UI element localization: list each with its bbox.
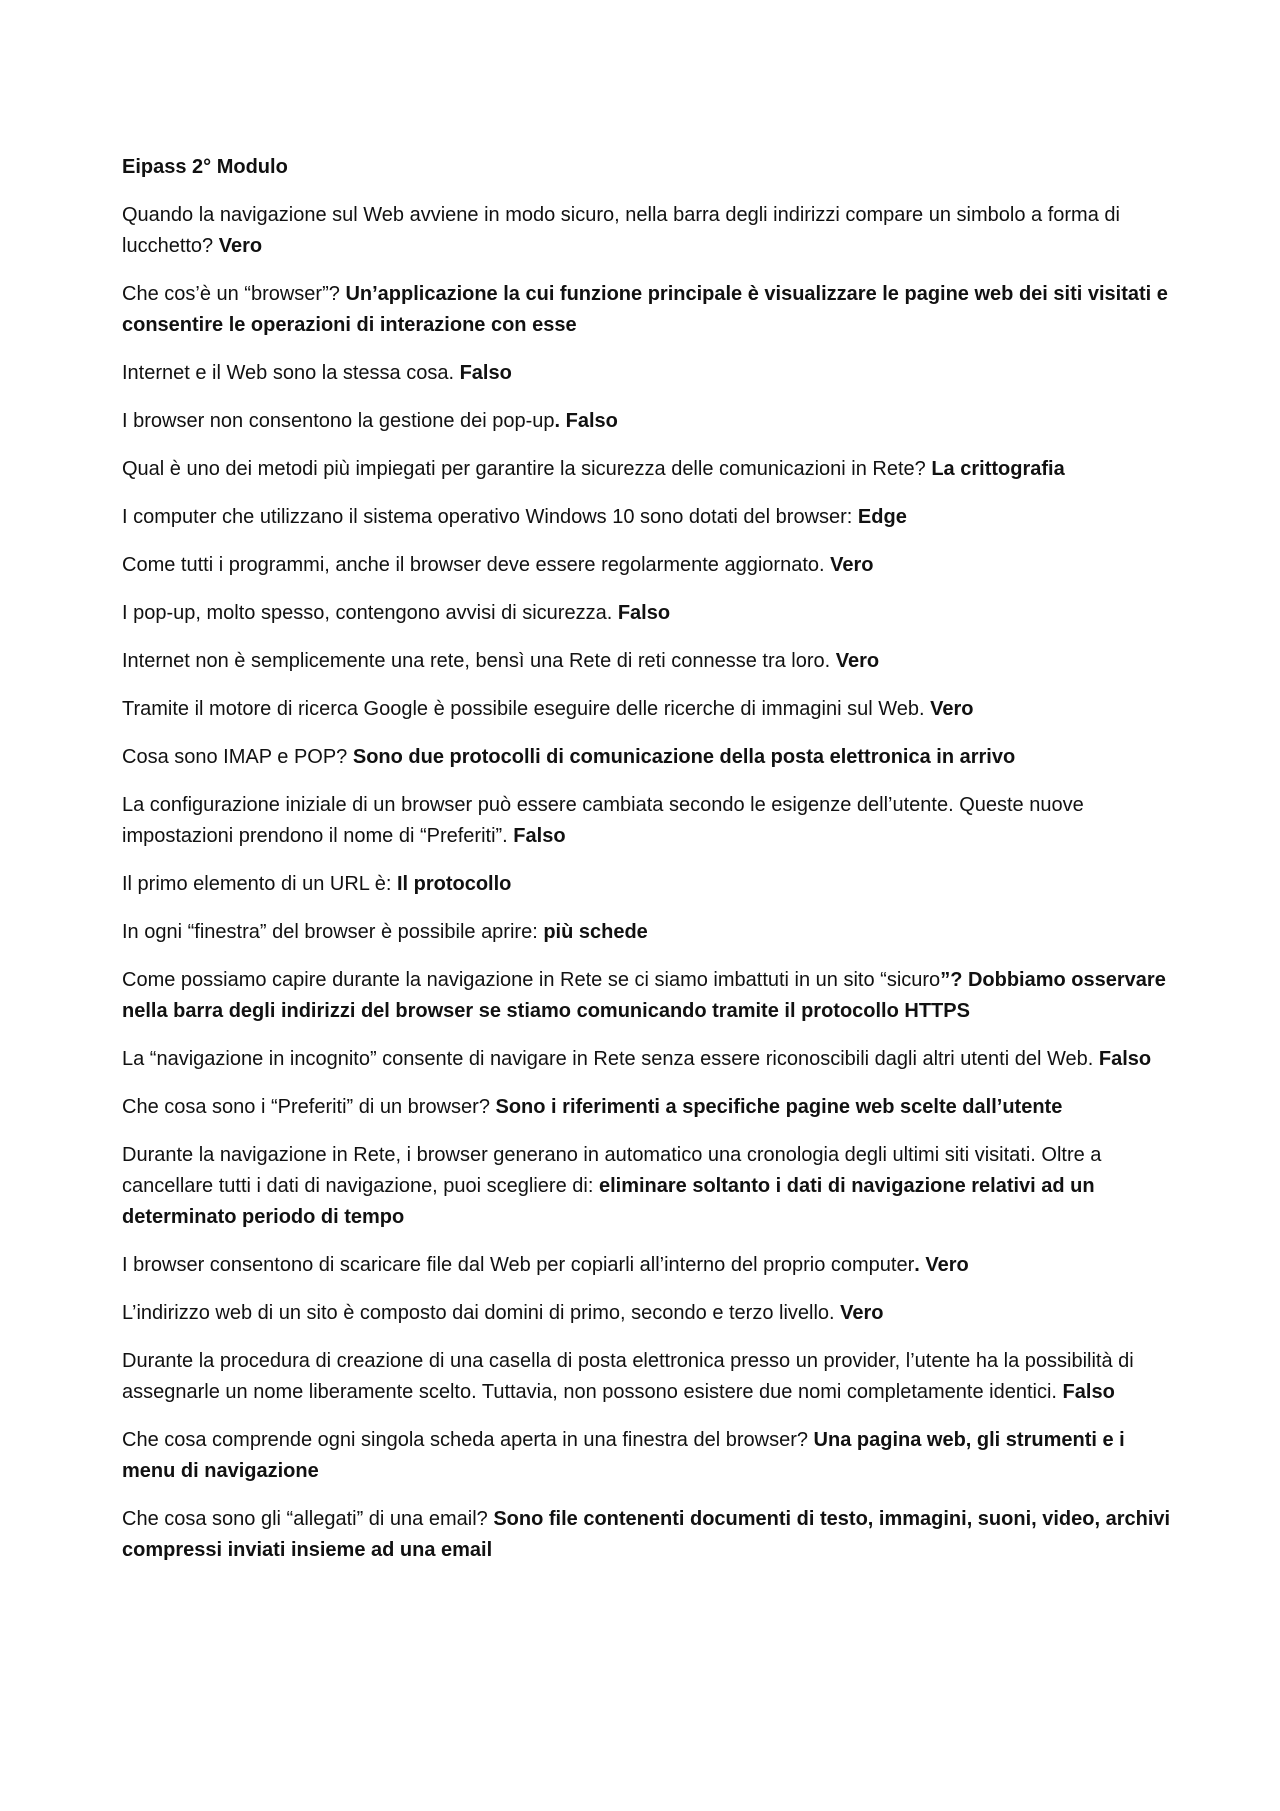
question-text: In ogni “finestra” del browser è possibile aprire: xyxy=(122,921,544,943)
qa-item xyxy=(122,1250,1172,1281)
question-text: L’indirizzo web di un sito è composto dai domini di primo, secondo e terzo livello. xyxy=(122,1302,841,1324)
answer-text: Vero xyxy=(835,650,880,672)
qa-item xyxy=(122,200,1172,262)
answer-text: Sono i riferimenti a specifiche pagine web scelte dall’utente xyxy=(495,1096,1063,1118)
answer-text: Vero xyxy=(218,235,263,257)
question-text: Internet e il Web sono la stessa cosa. xyxy=(122,362,460,384)
question-text: Come possiamo capire durante la navigazione in Rete se ci siamo imbattuti in un sito “sicuro xyxy=(122,969,941,991)
answer-text: Una pagina web, gli strumenti e i menu di navigazione xyxy=(122,1429,1125,1482)
qa-item xyxy=(122,598,1172,629)
question-text: Tramite il motore di ricerca Google è possibile eseguire delle ricerche di immagini sul Web. xyxy=(122,698,931,720)
qa-item xyxy=(122,550,1172,581)
answer-text: Falso xyxy=(459,362,512,384)
qa-item xyxy=(122,1140,1172,1233)
answer-text: Vero xyxy=(830,554,874,576)
answer-text: ”? Dobbiamo osservare nella barra degli indirizzi del browser se stiamo comunicando tramite il protocollo HTTPS xyxy=(122,969,1166,1022)
question-text: Che cosa comprende ogni singola scheda aperta in una finestra del browser? xyxy=(122,1429,814,1451)
question-text: Il primo elemento di un URL è: xyxy=(122,873,397,895)
qa-item xyxy=(122,917,1172,948)
answer-text: Sono file contenenti documenti di testo, immagini, suoni, video, archivi compressi inviati insieme ad una email xyxy=(122,1508,1171,1561)
answer-text: . Vero xyxy=(914,1254,969,1276)
qa-item xyxy=(122,1346,1172,1408)
question-text: I browser non consentono la gestione dei pop-up xyxy=(122,410,555,432)
answer-text: Vero xyxy=(930,698,974,720)
qa-item xyxy=(122,965,1172,1027)
question-text: Durante la navigazione in Rete, i browser generano in automatico una cronologia degli ultimi siti visitati. Oltre a cancellare tutti i dati di navigazione, puoi scegliere di: xyxy=(122,1144,1102,1197)
question-text: Che cosa sono gli “allegati” di una email? xyxy=(122,1508,494,1530)
question-text: Che cos’è un “browser”? xyxy=(122,283,346,305)
answer-text: Edge xyxy=(857,506,907,528)
question-text: I pop-up, molto spesso, contengono avvisi di sicurezza. xyxy=(122,602,618,624)
question-text: Quando la navigazione sul Web avviene in modo sicuro, nella barra degli indirizzi compare un simbolo a forma di lucchetto? xyxy=(122,204,1120,257)
qa-item xyxy=(122,742,1172,773)
qa-item xyxy=(122,406,1172,437)
question-text: Che cosa sono i “Preferiti” di un browser? xyxy=(122,1096,496,1118)
qa-item xyxy=(122,694,1172,725)
question-text: Internet non è semplicemente una rete, bensì una Rete di reti connesse tra loro. xyxy=(122,650,836,672)
document-page xyxy=(122,152,1172,1583)
answer-text: Falso xyxy=(1098,1048,1152,1070)
qa-item xyxy=(122,1504,1172,1566)
answer-text: Sono due protocolli di comunicazione della posta elettronica in arrivo xyxy=(352,746,1016,768)
qa-item xyxy=(122,869,1172,900)
answer-text: Un’applicazione la cui funzione principale è visualizzare le pagine web dei siti visitati e consentire le operazioni di interazione con esse xyxy=(122,283,1168,336)
qa-item xyxy=(122,1298,1172,1329)
question-text: La “navigazione in incognito” consente di navigare in Rete senza essere riconoscibili dagli altri utenti del Web. xyxy=(122,1048,1099,1070)
qa-item xyxy=(122,790,1172,852)
qa-item xyxy=(122,358,1172,389)
qa-item xyxy=(122,1044,1172,1075)
answer-text: eliminare soltanto i dati di navigazione relativi ad un determinato periodo di tempo xyxy=(122,1175,1095,1228)
qa-item xyxy=(122,502,1172,533)
question-text: Come tutti i programmi, anche il browser deve essere regolarmente aggiornato. xyxy=(122,554,831,576)
answer-text: più schede xyxy=(543,921,648,943)
qa-item xyxy=(122,646,1172,677)
answer-text: Falso xyxy=(513,825,566,847)
question-text: Durante la procedura di creazione di una casella di posta elettronica presso un provider, l’utente ha la possibilità di assegnarle un nome liberamente scelto. Tuttavia, non possono esistere due nomi completamente identici. xyxy=(122,1350,1134,1403)
document-title: Eipass 2° Modulo xyxy=(122,156,288,178)
qa-item xyxy=(122,454,1172,485)
qa-item xyxy=(122,279,1172,341)
question-text: La configurazione iniziale di un browser può essere cambiata secondo le esigenze dell’utente. Queste nuove impostazioni prendono il nome di “Preferiti”. xyxy=(122,794,1084,847)
question-text: Cosa sono IMAP e POP? xyxy=(122,746,353,768)
answer-text: Falso xyxy=(1062,1381,1115,1403)
answer-text: . Falso xyxy=(554,410,618,432)
answer-text: Il protocollo xyxy=(396,873,512,895)
question-text: I computer che utilizzano il sistema operativo Windows 10 sono dotati del browser: xyxy=(122,506,858,528)
qa-item xyxy=(122,1425,1172,1487)
question-text: I browser consentono di scaricare file dal Web per copiarli all’interno del proprio computer xyxy=(122,1254,915,1276)
qa-item xyxy=(122,1092,1172,1123)
answer-text: Falso xyxy=(617,602,671,624)
question-text: Qual è uno dei metodi più impiegati per garantire la sicurezza delle comunicazioni in Rete? xyxy=(122,458,932,480)
answer-text: Vero xyxy=(840,1302,884,1324)
answer-text: La crittografia xyxy=(931,458,1065,480)
